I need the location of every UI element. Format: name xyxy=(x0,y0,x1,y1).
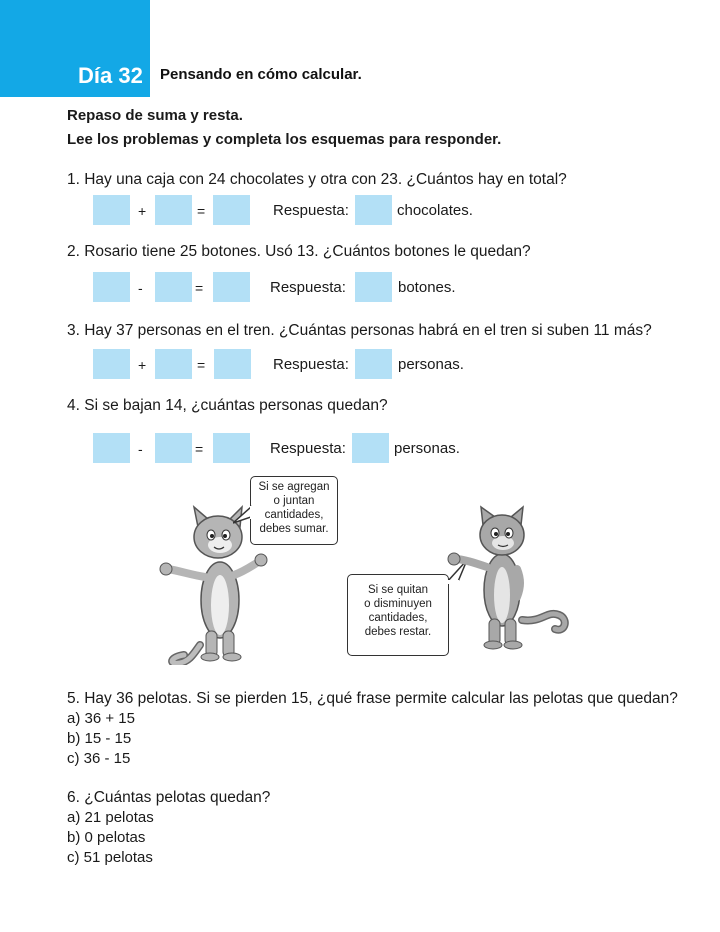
problem-4-answer-label: Respuesta: xyxy=(270,440,346,457)
question-5-text: 5. Hay 36 pelotas. Si se pierden 15, ¿qué frase permite calcular las pelotas que quedan? xyxy=(67,690,678,707)
problem-2-minuend-box[interactable] xyxy=(93,272,130,302)
problem-1-addend-1-box[interactable] xyxy=(93,195,130,225)
question-5-option-c[interactable]: c) 36 - 15 xyxy=(67,750,131,767)
problem-3-unit: personas. xyxy=(398,356,464,373)
problem-3-operator: + xyxy=(138,357,147,373)
problem-3-addend-2-box[interactable] xyxy=(155,349,192,379)
question-6-option-b[interactable]: b) 0 pelotas xyxy=(67,829,146,846)
problem-2-answer-box[interactable] xyxy=(355,272,392,302)
problem-4-text: 4. Si se bajan 14, ¿cuántas personas quedan? xyxy=(67,397,388,414)
problem-4-answer-box[interactable] xyxy=(352,433,389,463)
problem-1-text: 1. Hay una caja con 24 chocolates y otra con 23. ¿Cuántos hay en total? xyxy=(67,171,567,188)
problem-2-unit: botones. xyxy=(398,279,456,296)
problem-2-equals: = xyxy=(195,280,204,296)
question-5-option-a[interactable]: a) 36 + 15 xyxy=(67,710,135,727)
problem-1-unit: chocolates. xyxy=(397,202,473,219)
intro-line-1: Repaso de suma y resta. xyxy=(67,107,243,124)
day-label: Día 32 xyxy=(78,63,143,88)
left-speech-bubble: Si se agregan o juntan cantidades, debes sumar. xyxy=(250,476,338,545)
right-speech-bubble: Si se quitan o disminuyen cantidades, debes restar. xyxy=(347,574,449,656)
problem-1-answer-label: Respuesta: xyxy=(273,202,349,219)
page-title: Pensando en cómo calcular. xyxy=(160,66,362,83)
problem-1-answer-box[interactable] xyxy=(355,195,392,225)
problem-4-result-box[interactable] xyxy=(213,433,250,463)
left-bubble-tail xyxy=(233,505,253,525)
problem-1-result-box[interactable] xyxy=(213,195,250,225)
problem-1-equals: = xyxy=(197,203,206,219)
problem-4-unit: personas. xyxy=(394,440,460,457)
problem-2-operator: - xyxy=(138,280,143,296)
problem-2-subtrahend-box[interactable] xyxy=(155,272,192,302)
problem-4-operator: - xyxy=(138,441,143,457)
problem-1-operator: + xyxy=(138,203,147,219)
problem-2-text: 2. Rosario tiene 25 botones. Usó 13. ¿Cuántos botones le quedan? xyxy=(67,243,531,260)
problem-4-minuend-box[interactable] xyxy=(93,433,130,463)
problem-4-equals: = xyxy=(195,441,204,457)
problem-3-answer-box[interactable] xyxy=(355,349,392,379)
intro-line-2: Lee los problemas y completa los esquemas para responder. xyxy=(67,131,502,148)
question-6-option-c[interactable]: c) 51 pelotas xyxy=(67,849,153,866)
problem-2-answer-label: Respuesta: xyxy=(270,279,346,296)
problem-2-result-box[interactable] xyxy=(213,272,250,302)
question-5-option-b[interactable]: b) 15 - 15 xyxy=(67,730,132,747)
problem-4-subtrahend-box[interactable] xyxy=(155,433,192,463)
question-6-text: 6. ¿Cuántas pelotas quedan? xyxy=(67,789,271,806)
problem-3-addend-1-box[interactable] xyxy=(93,349,130,379)
problem-3-text: 3. Hay 37 personas en el tren. ¿Cuántas personas habrá en el tren si suben 11 más? xyxy=(67,322,652,339)
question-6-option-a[interactable]: a) 21 pelotas xyxy=(67,809,154,826)
problem-3-answer-label: Respuesta: xyxy=(273,356,349,373)
problem-1-addend-2-box[interactable] xyxy=(155,195,192,225)
problem-3-result-box[interactable] xyxy=(214,349,251,379)
problem-3-equals: = xyxy=(197,357,206,373)
right-cat-illustration xyxy=(447,505,577,655)
